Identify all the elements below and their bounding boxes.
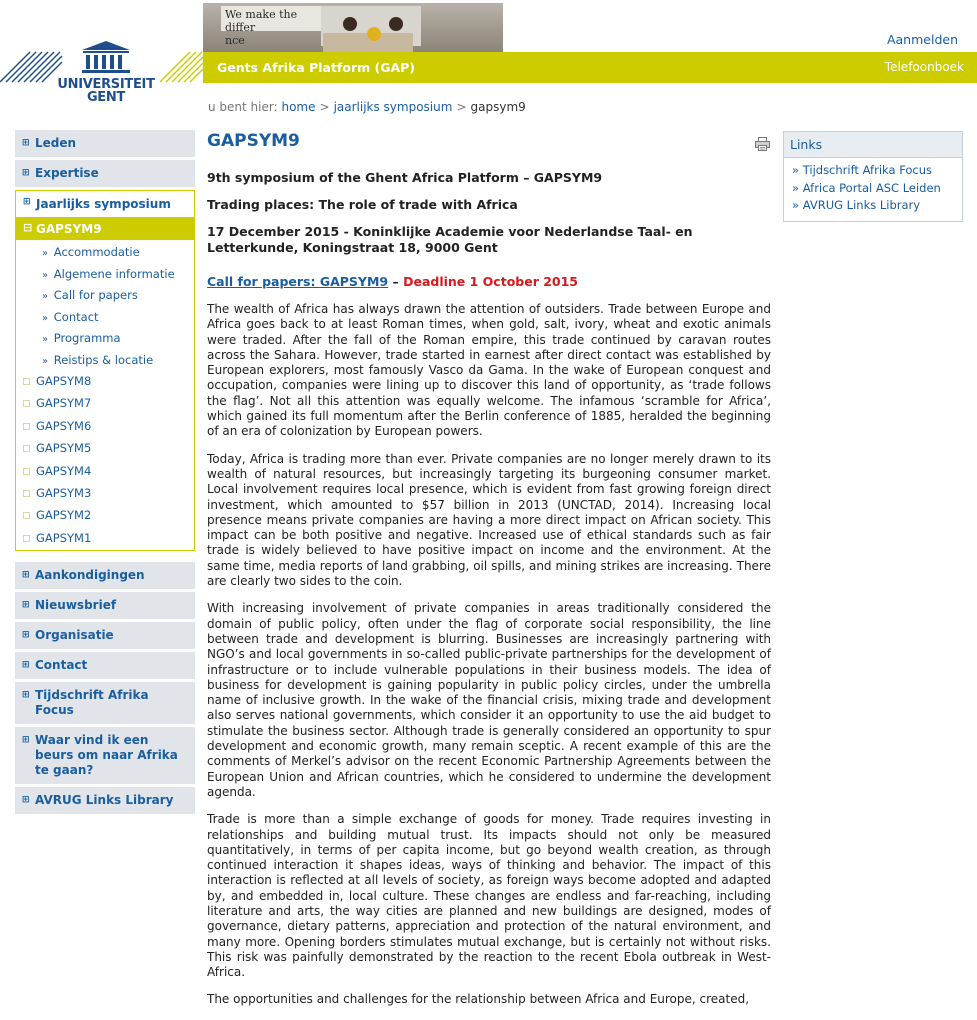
double-chevron-icon: » bbox=[42, 355, 49, 367]
sidebar-year-gapsym5[interactable]: GAPSYM5 bbox=[16, 438, 194, 460]
call-for-papers-link[interactable]: Call for papers: GAPSYM9 bbox=[207, 274, 389, 289]
sidebar-item-afrika-focus[interactable]: ⊞ Tijdschrift Afrika Focus bbox=[15, 682, 195, 724]
sidebar-section-symposium bbox=[15, 190, 195, 551]
sidebar-year-gapsym8[interactable]: GAPSYM8 bbox=[16, 371, 194, 393]
subtitle-date-location: 17 December 2015 - Koninklijke Academie voor Nederlandse Taal- en Letterkunde, Koningstraat 18, 9000 Gent bbox=[207, 224, 693, 255]
plus-icon: ⊞ bbox=[22, 735, 30, 746]
top-links bbox=[887, 32, 958, 47]
body-paragraph: The opportunities and challenges for the relationship between Africa and Europe, created, bbox=[207, 992, 750, 1007]
sidebar bbox=[15, 130, 195, 817]
breadcrumb-symposium[interactable]: jaarlijks symposium bbox=[333, 100, 453, 114]
double-chevron-icon: » bbox=[42, 291, 49, 302]
sidebar-year-gapsym7[interactable]: GAPSYM7 bbox=[16, 393, 194, 415]
square-bullet-icon bbox=[23, 423, 30, 430]
banner-figure bbox=[367, 27, 381, 41]
cfp-dash: – bbox=[388, 274, 404, 289]
sidebar-subitem-reistips[interactable]: » Reistips & locatie bbox=[42, 352, 154, 367]
plus-icon: ⊞ bbox=[22, 690, 30, 701]
main-content bbox=[207, 131, 771, 1020]
plus-icon: ⊞ bbox=[22, 630, 30, 641]
sidebar-item-nieuwsbrief[interactable]: ⊞ Nieuwsbrief bbox=[15, 592, 195, 619]
logo-stripes bbox=[0, 52, 62, 82]
double-chevron-icon: » bbox=[792, 163, 800, 177]
minus-icon: ⊟ bbox=[23, 221, 33, 234]
plus-icon: ⊞ bbox=[22, 660, 30, 671]
double-chevron-icon: » bbox=[792, 198, 800, 212]
plus-icon: ⊞ bbox=[22, 168, 30, 178]
breadcrumb-current: gapsym9 bbox=[470, 100, 526, 114]
phonebook-link[interactable]: Telefoonboek bbox=[884, 60, 964, 74]
sidebar-item-gapsym9[interactable]: ⊟ GAPSYM9 bbox=[16, 218, 194, 240]
double-chevron-icon: » bbox=[42, 269, 49, 281]
site-title[interactable]: Gents Afrika Platform (GAP) bbox=[217, 60, 416, 75]
sidebar-item-organisatie[interactable]: ⊞ Organisatie bbox=[15, 622, 195, 649]
breadcrumb-separator: > bbox=[319, 100, 330, 114]
banner-photo bbox=[203, 3, 503, 52]
plus-icon: ⊞ bbox=[22, 138, 30, 148]
double-chevron-icon: » bbox=[42, 312, 49, 324]
plus-icon: ⊞ bbox=[23, 197, 31, 207]
link-africa-portal[interactable]: » Africa Portal ASC Leiden bbox=[792, 180, 941, 195]
sidebar-item-aankondigingen[interactable]: ⊞ Aankondigingen bbox=[15, 562, 195, 589]
sidebar-year-gapsym2[interactable]: GAPSYM2 bbox=[16, 505, 194, 527]
body-paragraph: With increasing involvement of private companies in areas traditionally considered the domain of public policy, often under the flag of corporate social responsibility, the line between trade and development is blurring. Businesses are increasingly partnering with NGO’s and local governments in so-called public-private partnerships for the development of infrastructure or to include vulnerable populations in their business models. The idea of business for development is gaining popularity in public policy circles, under the umbrella name of inclusive growth. In the wake of the financial crisis, mixing trade and development also serves national governments, which consider it an opportunity to use the aid budget to stimulate the business sector. Although trade is generally considered an opportunity to spur development and economic growth, many remain sceptic. A recent example of this are the comments of Merkel’s advisor on the recent Economic Partnership Agreements between the European Union and African countries, which he considered to undermine the development agenda. bbox=[207, 601, 771, 799]
square-bullet-icon bbox=[23, 378, 30, 385]
sidebar-item-beurs[interactable]: ⊞ Waar vind ik een beurs om naar Afrika te gaan? bbox=[15, 727, 195, 784]
sidebar-subitem-algemene-informatie[interactable]: » Algemene informatie bbox=[42, 266, 175, 281]
square-bullet-icon bbox=[23, 445, 30, 452]
logo-text: UNIVERSITEIT GENT bbox=[57, 77, 155, 105]
sidebar-item-contact[interactable]: ⊞ Contact bbox=[15, 652, 195, 679]
double-chevron-icon: » bbox=[792, 180, 800, 195]
sidebar-item-avrug[interactable]: ⊞ AVRUG Links Library bbox=[15, 787, 195, 814]
university-building-icon bbox=[80, 40, 132, 76]
breadcrumb bbox=[208, 100, 526, 114]
link-afrika-focus[interactable]: » Tijdschrift Afrika Focus bbox=[792, 163, 933, 177]
banner-figure bbox=[343, 17, 357, 31]
plus-icon: ⊞ bbox=[22, 600, 30, 611]
links-list bbox=[784, 158, 962, 221]
body-paragraph: The wealth of Africa has always drawn the attention of outsiders. Trade between Europe and Africa goes back to at least Roman times, when gold, salt, ivory, wheat and exotic animals were traded. After the fall of the Roman empire, this trade continued by caravan routes across the Sahara. However, trade started in earnest after direct contact was established by European explorers, most famously Vasco da Gama. In the wake of European conquest and occupation, companies were lining up to discover this land of opportunity, as ‘trade follows the flag’. Not all this attention was equally welcome. The infamous ‘scramble for Africa’, which gained its full momentum after the Berlin conference of 1885, heralded the beginning of an era of colonization by European powers. bbox=[207, 302, 771, 439]
sidebar-subitem-accommodatie[interactable]: » Accommodatie bbox=[42, 245, 140, 259]
page-title: GAPSYM9 bbox=[207, 131, 300, 151]
sidebar-year-gapsym1[interactable]: GAPSYM1 bbox=[16, 528, 194, 550]
double-chevron-icon: » bbox=[42, 248, 49, 259]
plus-icon: ⊞ bbox=[22, 795, 30, 806]
sidebar-subitem-contact[interactable]: » Contact bbox=[42, 309, 99, 324]
call-for-papers-line bbox=[207, 274, 771, 289]
site-header-bar bbox=[203, 52, 977, 83]
double-chevron-icon: » bbox=[42, 334, 49, 345]
sidebar-year-gapsym4[interactable]: GAPSYM4 bbox=[16, 461, 194, 483]
body-paragraph: Today, Africa is trading more than ever. Private companies are no longer merely drawn to its wealth of natural resources, but increasingly targeting its burgeoning consumer market. Local involvement requires local presence, which is evident from fast growing foreign direct investment, which amounted to $57 billion in 2013 (UNCTAD, 2014). Increasing local presence means private companies are having a more direct impact on African society. This impact can be both positive and negative. Increased use of ethical standards such as fair trade is widely believed to have positive impact on income and the environment. At the same time, media reports of land grabbing, oil spills, and mining strikes are increasing. There are clearly two sides to the coin. bbox=[207, 451, 771, 589]
sidebar-subitem-call-for-papers[interactable]: » Call for papers bbox=[42, 288, 138, 302]
subtitle-theme: Trading places: The role of trade with Africa bbox=[207, 197, 518, 212]
square-bullet-icon bbox=[23, 512, 30, 519]
sidebar-year-gapsym6[interactable]: GAPSYM6 bbox=[16, 416, 194, 438]
subtitle-symposium: 9th symposium of the Ghent Africa Platform – GAPSYM9 bbox=[207, 170, 603, 185]
banner-wall: We make the differ nce bbox=[221, 6, 321, 31]
ugent-logo[interactable] bbox=[0, 0, 203, 105]
links-box bbox=[783, 131, 963, 222]
breadcrumb-separator: > bbox=[456, 100, 467, 114]
sidebar-item-expertise[interactable]: ⊞ Expertise bbox=[15, 160, 195, 187]
login-link[interactable]: Aanmelden bbox=[886, 32, 958, 47]
square-bullet-icon bbox=[23, 535, 30, 542]
breadcrumb-prefix: u bent hier: bbox=[208, 100, 278, 114]
banner-figure bbox=[389, 17, 403, 31]
links-title: Links bbox=[784, 132, 962, 158]
sidebar-subitem-programma[interactable]: » Programma bbox=[42, 331, 121, 345]
plus-icon: ⊞ bbox=[22, 570, 30, 581]
body-paragraph: Trade is more than a simple exchange of goods for money. Trade requires investing in relationships and building mutual trust. Its impacts should not only be measured quantitatively, in terms of per capita income, but go beyond wealth creation, as through continued interaction it shapes ideas, ways of thinking and behavior. The impact of this interaction is reflected at all levels of society, as foreign ways become adopted and adapted by, and embedded in, local culture. These changes are endless and far-reaching, including literature and arts, the way cities are planned and new buildings are designed, modes of governance, dietary patterns, appreciation and protection of the natural environment, and many more. Opening borders stimulates mutual exchange, but is certainly not without risks. This risk was painfully demonstrated by the reaction to the recent Ebola outbreak in West-Africa. bbox=[207, 812, 771, 980]
deadline-text: Deadline 1 October 2015 bbox=[403, 274, 579, 289]
logo-stripes-accent bbox=[160, 52, 203, 82]
sidebar-item-leden[interactable]: ⊞ Leden bbox=[15, 130, 195, 157]
square-bullet-icon bbox=[23, 490, 30, 497]
link-avrug[interactable]: » AVRUG Links Library bbox=[792, 198, 921, 212]
breadcrumb-home[interactable]: home bbox=[281, 100, 316, 114]
square-bullet-icon bbox=[23, 468, 30, 475]
sidebar-item-jaarlijks-symposium[interactable]: ⊞ Jaarlijks symposium bbox=[16, 191, 194, 218]
square-bullet-icon bbox=[23, 400, 30, 407]
sidebar-year-gapsym3[interactable]: GAPSYM3 bbox=[16, 483, 194, 505]
